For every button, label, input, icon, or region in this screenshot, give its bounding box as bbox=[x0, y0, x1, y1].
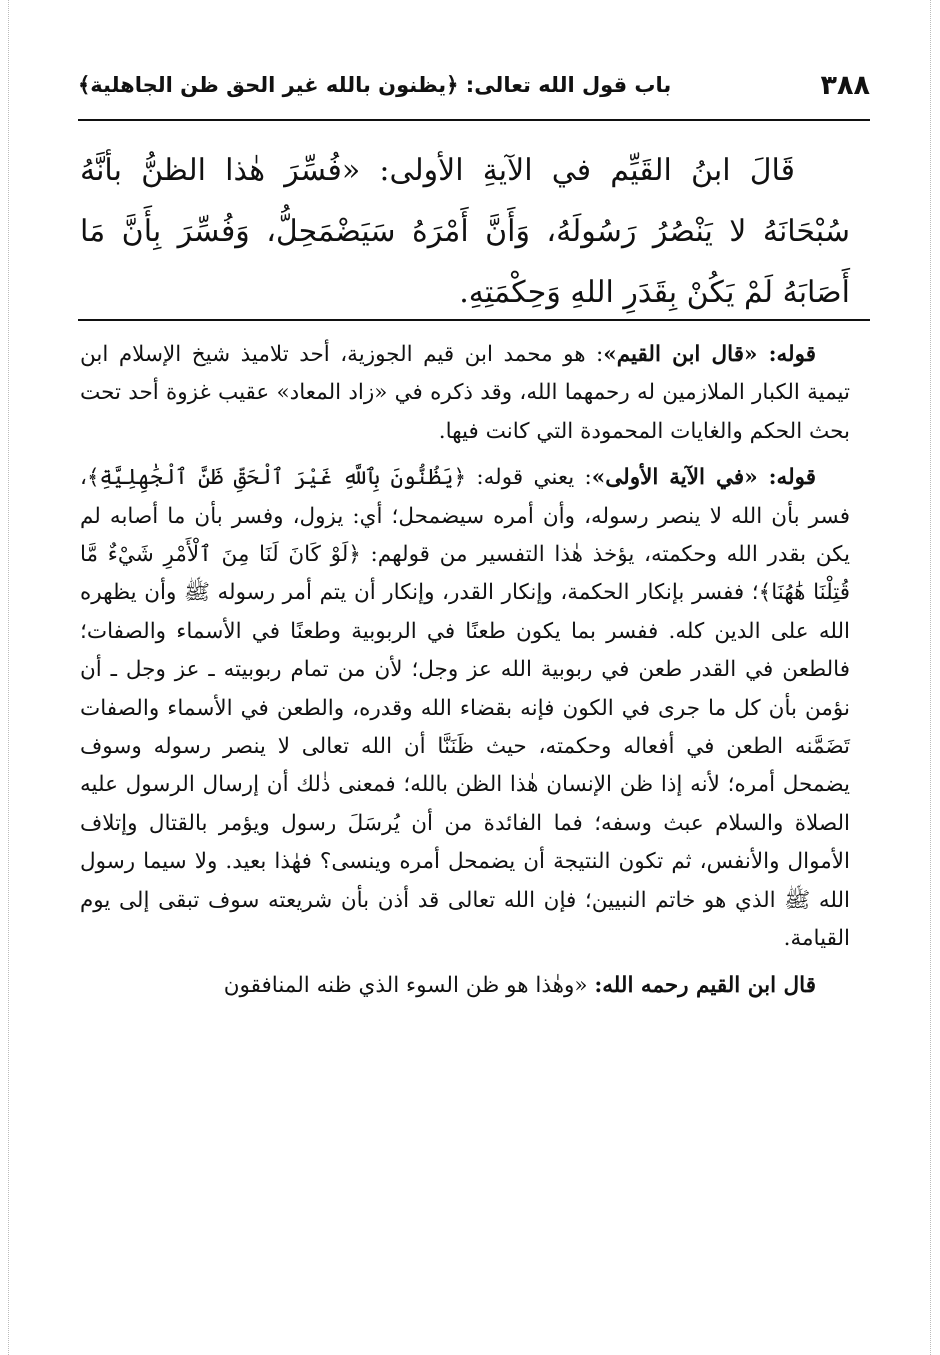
page-number: ٣٨٨ bbox=[820, 69, 870, 101]
commentary-label-2: قوله: «في الآية الأولى» bbox=[591, 465, 816, 491]
commentary-paragraph-2 bbox=[80, 459, 850, 958]
main-text bbox=[80, 140, 850, 323]
commentary-paragraph-3 bbox=[80, 967, 850, 1005]
quran-verse-2: ﴿لَوْ كَانَ لَنَا مِنَ ٱلْأَمْرِ شَيْءٌ مَّا قُتِلْنَا هَٰهُنَا﴾ bbox=[80, 542, 850, 606]
page-header bbox=[78, 62, 870, 108]
left-crop-mark bbox=[8, 0, 9, 1355]
commentary-text-2b: ؛ ففسر بإنكار الحكمة، وإنكار القدر، وإنكار أن يتم أمر رسوله ﷺ وأن يظهره الله على الدين كله. ففسر بما يكون طعنًا في الربوبية وطعنًا في الأسماء والصفات؛ فالطعن في القدر طعن في ربوبية الله عز وجل؛ لأن من تمام ربوبيته ـ عز وجل ـ أن نؤمن بأن كل ما جرى في الكون فإنه بقضاء الله وقدره، والطعن في الأسماء والصفات تَضَمَّنه الطعن في أفعاله وحكمته، حيث ظَنَنَّا أن الله تعالى لا ينصر رسوله وسوف يضمحل أمره؛ لأنه إذا ظن الإنسان هٰذا الظن بالله؛ فمعنى ذٰلك أن إرسال الرسول عليه الصلاة والسلام عبث وسفه؛ فما الفائدة من أن يُرسَلَ رسول ويؤمر بالقتال وإتلاف الأموال والأنفس، ثم تكون النتيجة أن يضمحل أمره وينسى؟ فهٰذا بعيد. ولا سيما رسول الله ﷺ الذي هو خاتم النبيين؛ فإن الله تعالى قد أذن بأن شريعته سوف تبقى إلى يوم القيامة. bbox=[80, 580, 850, 952]
commentary-text-3: «وهٰذا هو ظن السوء الذي ظنه المنافقون bbox=[223, 972, 595, 998]
running-title: باب قول الله تعالى: ﴿يظنون بالله غير الحق ظن الجاهلية﴾ bbox=[78, 73, 672, 97]
commentary bbox=[80, 336, 850, 1013]
commentary-label-1: قوله: «قال ابن القيم» bbox=[603, 342, 816, 367]
commentary-paragraph-1 bbox=[80, 336, 850, 451]
right-crop-mark bbox=[930, 0, 931, 1355]
quran-verse-1: ﴿يَظُنُّونَ بِٱللَّهِ غَيْرَ ٱلْحَقِّ ظَنَّ ٱلْجَٰهِلِيَّةِ﴾ bbox=[86, 465, 467, 491]
commentary-intro-2: : يعني قوله: bbox=[466, 465, 592, 491]
commentary-text-1: : هو محمد ابن قيم الجوزية، أحد تلاميذ شيخ الإسلام ابن تيمية الكبار الملازمين له رحمهما الله، وقد ذكره في «زاد المعاد» عقيب غزوة أحد تحت بحث الحكم والغايات المحمودة التي كانت فيها. bbox=[80, 342, 850, 444]
commentary-label-3: قال ابن القيم رحمه الله: bbox=[594, 972, 816, 998]
main-text-divider bbox=[78, 319, 870, 321]
commentary-text-2a: ، فسر بأن الله لا ينصر رسوله، وأن أمره سيضمحل؛ أي: يزول، وفسر بأن ما أصابه لم يكن بقدر الله وحكمته، يؤخذ هٰذا التفسير من قولهم: bbox=[80, 465, 850, 568]
main-text-paragraph: قَالَ ابنُ القَيِّم في الآيةِ الأولى: «فُسِّرَ هٰذا الظنُّ بأنَّهُ سُبْحَانَهُ لا يَنْصُرُ رَسُولَهُ، وَأَنَّ أَمْرَهُ سَيَضْمَحِلُّ، وَفُسِّرَ بِأَنَّ مَا أَصَابَهُ لَمْ يَكُنْ بِقَدَرِ اللهِ وَحِكْمَتِهِ. bbox=[80, 153, 850, 310]
header-divider bbox=[78, 119, 870, 121]
